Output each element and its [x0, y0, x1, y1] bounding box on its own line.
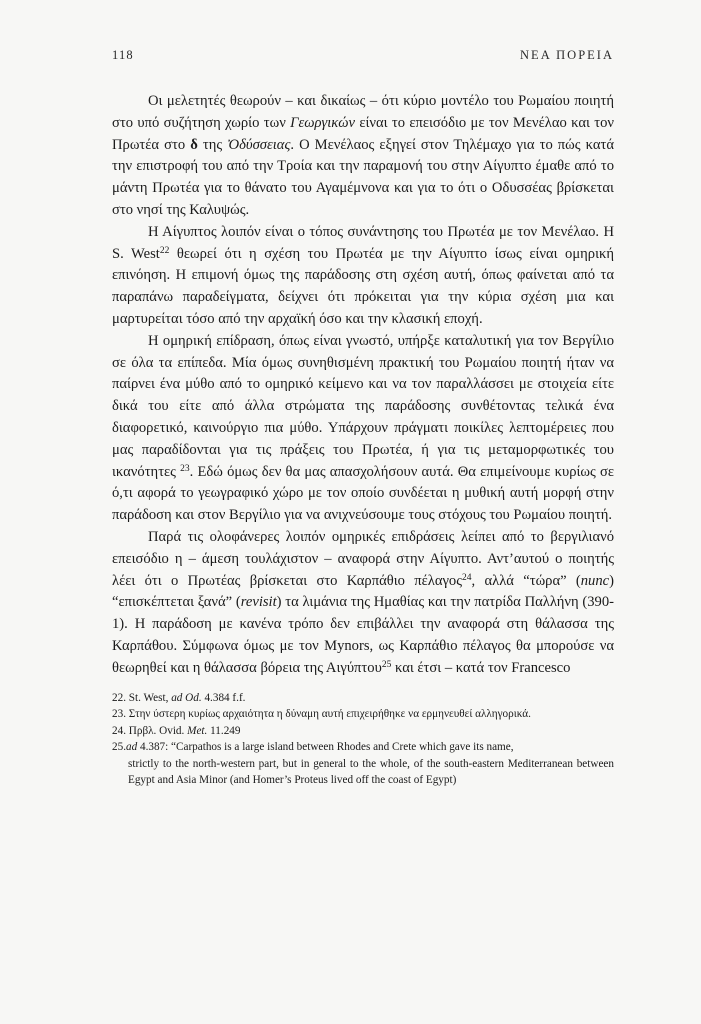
- page-header: [112, 48, 614, 63]
- footnote-ref-24[interactable]: 24: [462, 572, 472, 583]
- footnote-24: 24. Πρβλ. Ovid. Met. 11.249: [112, 724, 241, 737]
- footnote-22: 22. St. West, ad Od. 4.384 f.f.: [112, 691, 246, 704]
- paragraph-2: Η Αίγυπτος λοιπόν είναι ο τόπος συνάντησης του Πρωτέα με τον Μενέλαο. Η S. West$^{22}$ θεωρεί ότι η σχέση του Πρωτέα με την Αίγυπτο ίσως είναι ομηρική επινόηση. Η επιμονή όμως της παράδοσης στη σχέση αυτή, όπως φαίνεται από τα παραπάνω παραδείγματα, δείχνει ότι πρόκειται για την κύρια σχέση μια και μαρτυρείται τόσο από την αρχαϊκή όσο και την κλασική εποχή.: [112, 223, 615, 327]
- body-text: [112, 91, 614, 680]
- footnote-ref-22[interactable]: 22: [159, 245, 170, 256]
- paragraph-3: Η ομηρική επίδραση, όπως είναι γνωστό, υπήρξε καταλυτική για τον Βεργίλιο σε όλα τα επίπεδα. Μία όμως συνηθισμένη πρακτική του Ρωμαίου ποιητή ήταν να παίρνει ένα μύθο από το ομηρικό κείμενο και να τον παραλλάσσει με στοιχεία είτε δικά του είτε από άλλα στρώματα της παράδοσης συνθέτοντας τελικά ένα διαφορετικό, καινούργιο πια μύθο. Υπάρχουν πράγματι ποικίλες λεπτομέρειες που μας παραδίδονται για τις πράξεις του Πρωτέα, ή για τις μεταμορφωτικές του ικανότητες $^{23}$. Εδώ όμως δεν θα μας απασχολήσουν αυτά. Θα επιμείνουμε κυρίως σε ό,τι αφορά το γεωγραφικό χώρο με τον οποίο συνδέεται η μυθική αυτή μορφή στην παράδοση και στον Βεργίλιο για να ανιχνεύσουμε τους στόχους του Ρωμαίου ποιητή.: [112, 332, 614, 524]
- page-number: 118: [112, 48, 134, 62]
- paragraph-1: Οι μελετητές θεωρούν – και δικαίως – ότι κύριο μοντέλο του Ρωμαίου ποιητή στο υπό συζήτηση χωρίο των Γεωργικών είναι το επεισόδιο με τον Μενέλαο και τον Πρωτέα στο δ της Ὀδύσσειας. Ο Μενέλαος εξηγεί στον Τηλέμαχο για το πώς κατά την επιστροφή του από την Τροία και την παραμονή του στην Αίγυπτο έμαθε από το μάντη Πρωτέα για το θάνατο του Αγαμέμνονα και για το ότι ο Οδυσσέας βρίσκεται στο νησί της Καλυψώς.: [112, 93, 614, 218]
- footnote-ref-23[interactable]: 23: [180, 463, 190, 474]
- book-page: [112, 48, 614, 789]
- paragraph-4: Παρά τις ολοφάνερες λοιπόν ομηρικές επιδράσεις λείπει από το βεργιλιανό επεισόδιο η – άμεση τουλάχιστον – αναφορά στην Αίγυπτο. Αντ’αυτού ο ποιητής λέει ότι ο Πρωτέας βρίσκεται στο Καρπάθιο πέλαγος$^{24}$, αλλά “τώρα” (nunc) “επισκέπτεται ξανά” (revisit) τα λιμάνια της Ημαθίας και την πατρίδα Παλλήνη (390-1). Η παράδοση με κανένα τρόπο δεν επιβάλλει την αναφορά στη θάλασσα της Καρπάθου. Σύμφωνα όμως με τον Mynors, ως Καρπάθιο πέλαγος θα μπορούσε να θεωρηθεί και η θάλασσα βόρεια της Αιγύπτου$^{25}$ και έτσι – κατά τον Francesco: [112, 528, 614, 676]
- footnotes: [112, 690, 614, 790]
- footnote-25: 25.ad 4.387: “Carpathos is a large island between Rhodes and Crete which gave its name, strictly to the north-western part, but in general to the whole, of the south-eastern Mediterranean between Egypt and Asia Minor (and Homer’s Proteus lived off the coast of Egypt): [112, 741, 614, 787]
- footnote-ref-25[interactable]: 25: [381, 659, 392, 670]
- footnote-23: 23. Στην ύστερη κυρίως αρχαιότητα η δύναμη αυτή επιχειρήθηκε να ερμηνευθεί αλληγορικά.: [112, 708, 531, 721]
- running-title: ΝΕΑ ΠΟΡΕΙΑ: [520, 48, 614, 62]
